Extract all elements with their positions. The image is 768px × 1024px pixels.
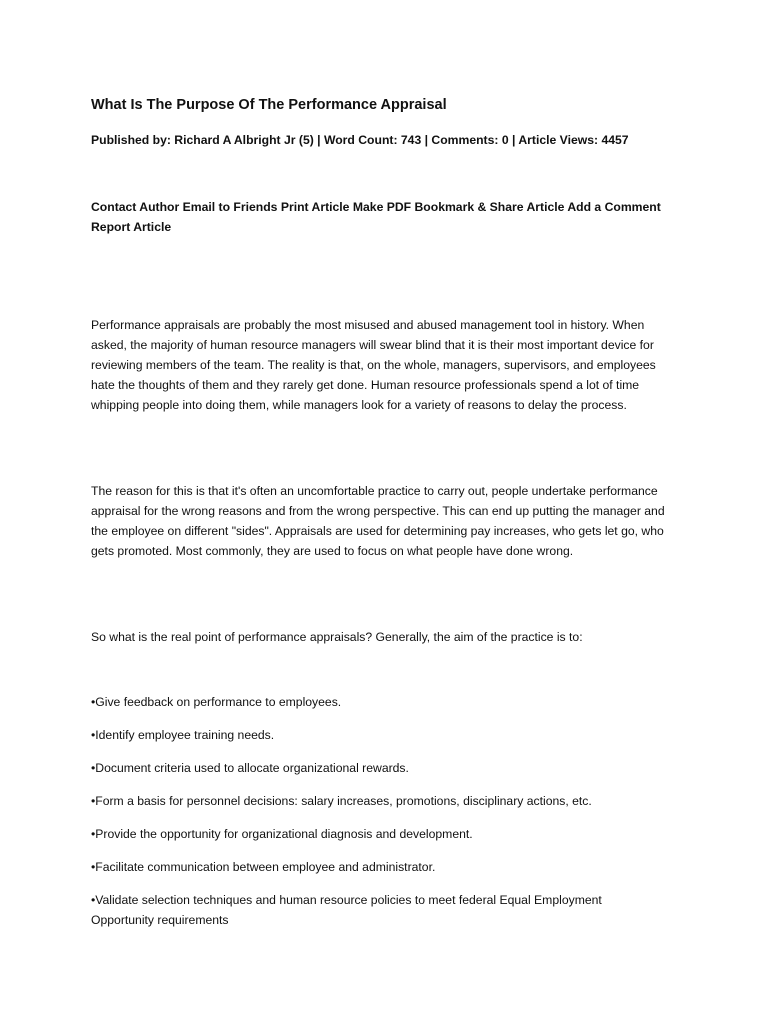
- email-to-friends-link[interactable]: Email to Friends: [182, 200, 278, 214]
- print-article-link[interactable]: Print Article: [280, 200, 350, 214]
- list-item: •Form a basis for personnel decisions: salary increases, promotions, disciplinary actions, etc.: [91, 794, 592, 808]
- article-actions: [91, 197, 671, 237]
- list-item: •Document criteria used to allocate organizational rewards.: [91, 761, 409, 775]
- bookmark-share-link[interactable]: Bookmark & Share Article: [414, 200, 565, 214]
- list-item: •Validate selection techniques and human resource policies to meet federal Equal Employment Opportunity requirements: [91, 893, 602, 927]
- body-paragraph: Performance appraisals are probably the most misused and abused management tool in history. When asked, the majority of human resource managers will swear blind that it is their most important device for reviewing members of the team. The reality is that, on the whole, managers, supervisors, and employees hate the thoughts of them and they rarely get done. Human resource professionals spend a lot of time whipping people into doing them, while managers look for a variety of reasons to delay the process.: [91, 318, 656, 412]
- aims-list: [91, 692, 651, 943]
- list-item: •Give feedback on performance to employees.: [91, 695, 342, 709]
- report-article-link[interactable]: Report Article: [91, 220, 172, 234]
- body-paragraph: The reason for this is that it's often an uncomfortable practice to carry out, people undertake performance appraisal for the wrong reasons and from the wrong perspective. This can end up putting the manager and the employee on different "sides". Appraisals are used for determining pay increases, who gets let go, who gets promoted. Most commonly, they are used to focus on what people have done wrong.: [91, 484, 665, 558]
- list-item: •Provide the opportunity for organizational diagnosis and development.: [91, 827, 473, 841]
- list-item: •Identify employee training needs.: [91, 728, 275, 742]
- contact-author-link[interactable]: Contact Author: [91, 200, 180, 214]
- add-comment-link[interactable]: Add a Comment: [567, 200, 661, 214]
- article-title: What Is The Purpose Of The Performance Appraisal: [91, 97, 447, 113]
- list-item: •Facilitate communication between employee and administrator.: [91, 860, 436, 874]
- body-paragraph: So what is the real point of performance appraisals? Generally, the aim of the practice is to:: [91, 630, 583, 644]
- article-meta: Published by: Richard A Albright Jr (5) | Word Count: 743 | Comments: 0 | Article Views: 4457: [91, 133, 629, 147]
- make-pdf-link[interactable]: Make PDF: [352, 200, 412, 214]
